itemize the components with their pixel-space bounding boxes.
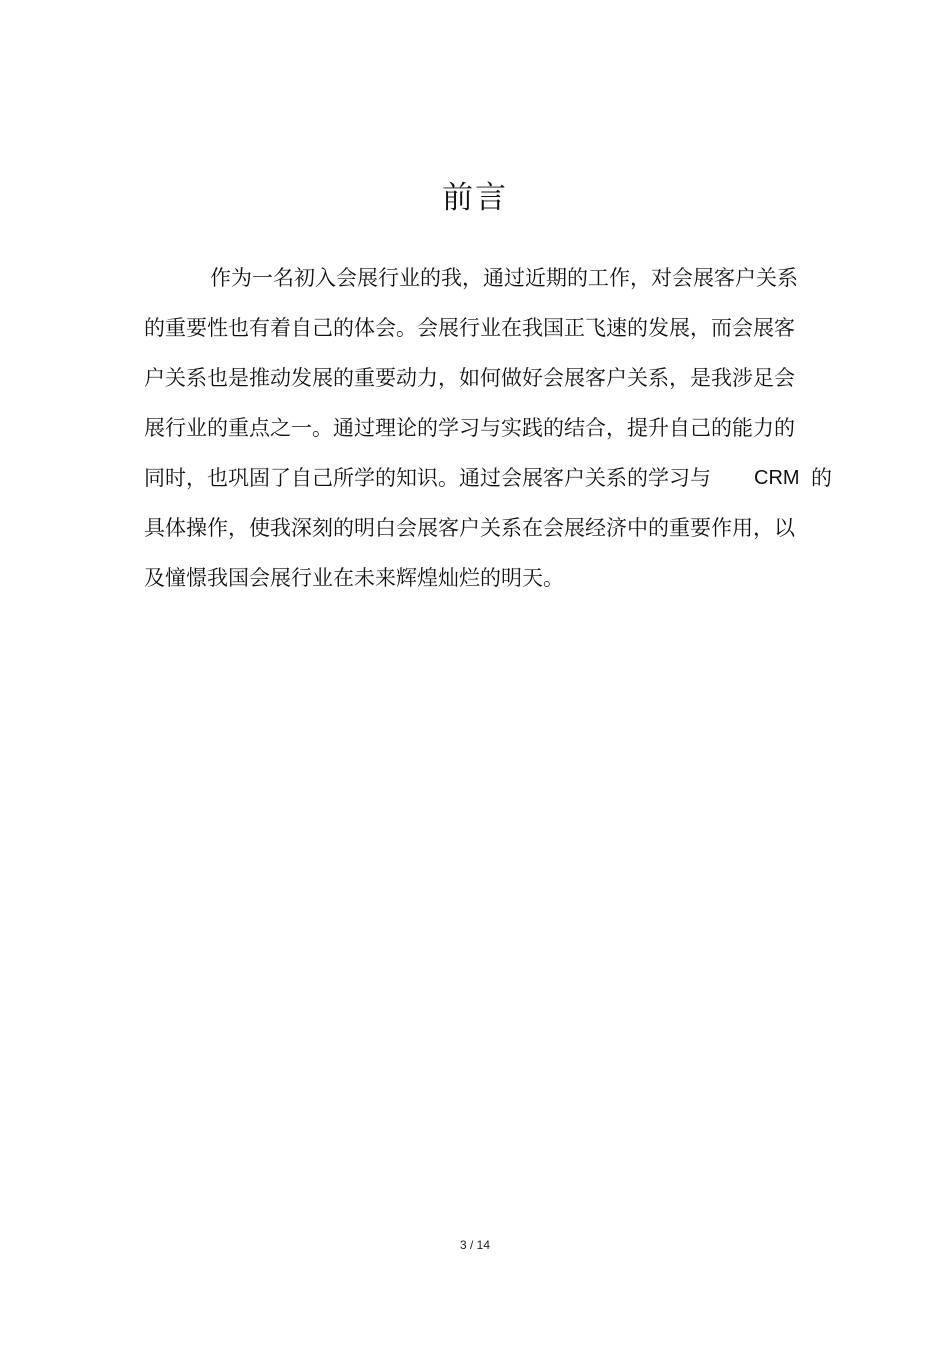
body-text-line: 的重要性也有着自己的体会。会展行业在我国正飞速的发展，而会展客 (144, 316, 795, 340)
page-title: 前言 (442, 180, 508, 216)
body-text-line: 具体操作，使我深刻的明白会展客户关系在会展经济中的重要作用，以 (144, 516, 795, 540)
page-number: 3 / 14 (459, 1238, 491, 1252)
body-text-line: 展行业的重点之一。通过理论的学习与实践的结合，提升自己的能力的 (144, 416, 795, 440)
body-text-fragment: 的 (811, 466, 832, 490)
body-text-line: 同时，也巩固了自己所学的知识。通过会展客户关系的学习与 (144, 466, 711, 490)
body-text-line: 作为一名初入会展行业的我，通过近期的工作，对会展客户关系 (210, 266, 798, 290)
body-text-line: 及憧憬我国会展行业在未来辉煌灿烂的明天。 (144, 566, 564, 590)
crm-term: CRM (754, 467, 800, 489)
body-text-line: 户关系也是推动发展的重要动力，如何做好会展客户关系，是我涉足会 (144, 366, 795, 390)
